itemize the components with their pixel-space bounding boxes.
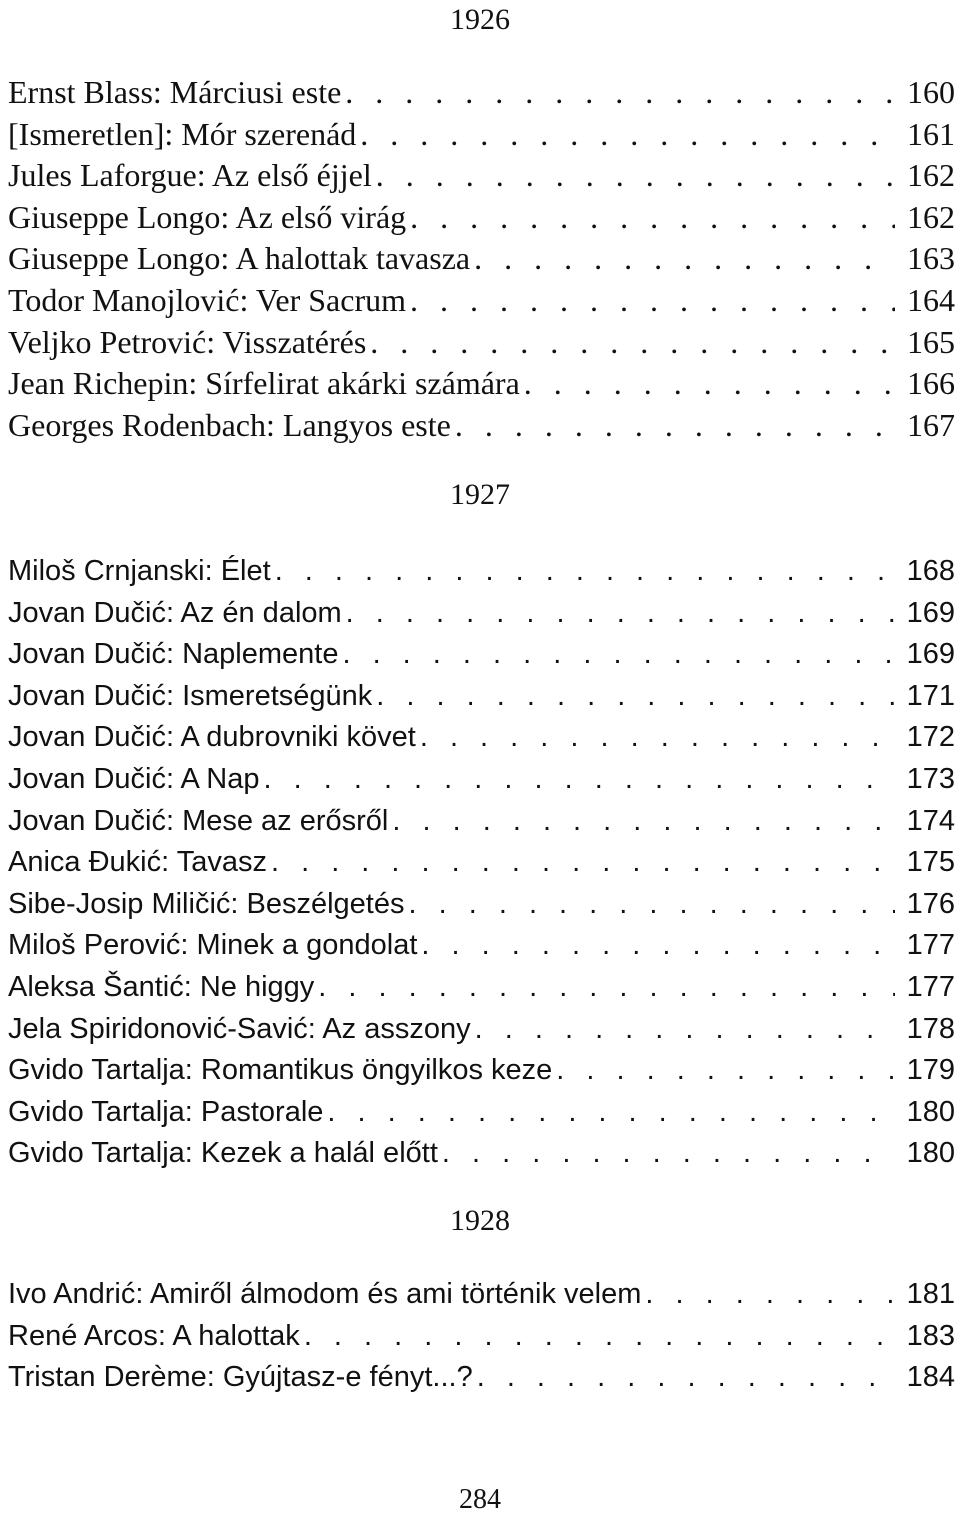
dot-leader [259, 759, 895, 801]
entry-title: Sibe-Josip Miličić: Beszélgetés [8, 887, 405, 920]
entry-page: 183 [906, 1319, 955, 1352]
dot-leader [417, 925, 895, 967]
dot-leader [338, 634, 895, 676]
dot-leader [438, 1133, 895, 1175]
entry-page: 164 [907, 281, 955, 318]
entry-title: [Ismeretlen]: Mór szerenád [8, 115, 357, 152]
entry-page: 178 [906, 1012, 955, 1045]
dot-leader [470, 238, 895, 280]
toc-entry [8, 197, 955, 239]
toc-entry [8, 238, 955, 280]
dot-leader [404, 884, 895, 926]
dot-leader [341, 72, 895, 114]
dot-leader [451, 405, 895, 447]
dot-leader [406, 280, 895, 322]
toc-entry [8, 1357, 955, 1399]
toc-entry [8, 759, 955, 801]
dot-leader [641, 1274, 895, 1316]
dot-leader [406, 197, 895, 239]
year-heading-1928: 1928 [450, 1204, 510, 1237]
section-1927 [8, 551, 955, 1175]
toc-entry [8, 1009, 955, 1051]
toc-entry [8, 884, 955, 926]
entry-title: Anica Đukić: Tavasz [8, 846, 267, 879]
entry-page: 168 [906, 555, 955, 587]
entry-page: 167 [907, 406, 955, 443]
toc-entry [8, 1092, 955, 1134]
toc-entry [8, 114, 955, 156]
entry-title: Giuseppe Longo: A halottak tavasza [8, 240, 471, 277]
entry-title: Miloš Perović: Minek a gondolat [8, 929, 418, 962]
toc-entry [8, 405, 955, 447]
entry-page: 160 [907, 74, 955, 110]
toc-entry [8, 1133, 955, 1175]
toc-entry [8, 634, 955, 676]
entry-page: 169 [906, 596, 955, 629]
toc-entry [8, 967, 955, 1009]
entry-title: Gvido Tartalja: Pastorale [8, 1095, 324, 1128]
year-heading-1927: 1927 [450, 478, 510, 511]
entry-page: 181 [906, 1278, 955, 1310]
entry-title: Gvido Tartalja: Kezek a halál előtt [8, 1137, 438, 1170]
toc-entry [8, 1316, 955, 1358]
dot-leader [323, 1092, 895, 1134]
entry-title: Jules Laforgue: Az első éjjel [8, 157, 372, 194]
entry-page: 179 [906, 1054, 955, 1087]
section-1928 [8, 1274, 955, 1399]
entry-page: 184 [906, 1361, 955, 1394]
entry-title: Miloš Crnjanski: Élet [8, 555, 271, 587]
entry-page: 180 [906, 1137, 955, 1170]
page-number: 284 [459, 1484, 501, 1515]
entry-title: Todor Manojlović: Ver Sacrum [8, 281, 406, 318]
dot-leader [471, 1009, 895, 1051]
dot-leader [552, 1050, 895, 1092]
dot-leader [473, 1357, 895, 1399]
entry-title: Ernst Blass: Márciusi este [8, 74, 342, 110]
entry-title: Jovan Dučić: A dubrovniki követ [8, 721, 416, 754]
entry-title: Jovan Dučić: Naplemente [8, 638, 339, 671]
toc-entry [8, 280, 955, 322]
toc-entry [8, 1274, 955, 1316]
toc-entry [8, 801, 955, 843]
entry-title: Tristan Derème: Gyújtasz-e fényt...? [8, 1361, 473, 1394]
dot-leader [416, 717, 895, 759]
dot-leader [372, 155, 895, 197]
entry-page: 162 [907, 198, 955, 235]
toc-entry [8, 676, 955, 718]
dot-leader [342, 593, 895, 635]
dot-leader [356, 114, 895, 156]
year-heading-1926: 1926 [450, 3, 510, 36]
toc-entry [8, 155, 955, 197]
toc-entry [8, 925, 955, 967]
entry-page: 161 [907, 115, 955, 152]
entry-page: 171 [906, 679, 955, 712]
entry-title: Veljko Petrović: Visszatérés [8, 323, 367, 360]
entry-page: 175 [906, 846, 955, 879]
entry-title: Gvido Tartalja: Romantikus öngyilkos keze [8, 1054, 553, 1087]
toc-entry [8, 717, 955, 759]
dot-leader [300, 1316, 895, 1358]
entry-page: 174 [906, 804, 955, 837]
entry-page: 177 [906, 970, 955, 1003]
toc-entry [8, 363, 955, 405]
dot-leader [372, 676, 895, 718]
entry-page: 162 [907, 157, 955, 194]
entry-page: 173 [906, 762, 955, 795]
entry-title: Giuseppe Longo: Az első virág [8, 198, 407, 235]
entry-page: 165 [907, 323, 955, 360]
toc-entry [8, 551, 955, 593]
dot-leader [520, 363, 895, 405]
entry-title: Jovan Dučić: Ismeretségünk [8, 679, 373, 712]
entry-page: 163 [907, 240, 955, 277]
entry-page: 166 [907, 365, 955, 402]
section-1926 [8, 72, 955, 446]
entry-title: Aleksa Šantić: Ne higgy [8, 970, 315, 1003]
entry-title: René Arcos: A halottak [8, 1319, 300, 1352]
entry-title: Jovan Dučić: Az én dalom [8, 596, 342, 629]
entry-page: 180 [906, 1095, 955, 1128]
entry-page: 177 [906, 929, 955, 962]
entry-title: Jean Richepin: Sírfelirat akárki számára [8, 365, 520, 402]
toc-entry [8, 1050, 955, 1092]
toc-entry [8, 322, 955, 364]
dot-leader [314, 967, 895, 1009]
entry-page: 172 [906, 721, 955, 754]
entry-title: Ivo Andrić: Amiről álmodom és ami történik velem [8, 1278, 642, 1310]
toc-entry [8, 593, 955, 635]
entry-title: Jela Spiridonović-Savić: Az asszony [8, 1012, 471, 1045]
entry-title: Georges Rodenbach: Langyos este [8, 406, 451, 443]
dot-leader [271, 551, 895, 593]
toc-entry [8, 842, 955, 884]
toc-entry [8, 72, 955, 114]
dot-leader [267, 842, 895, 884]
entry-page: 176 [906, 887, 955, 920]
entry-title: Jovan Dučić: Mese az erősről [8, 804, 389, 837]
entry-page: 169 [906, 638, 955, 671]
dot-leader [388, 801, 895, 843]
dot-leader [366, 322, 895, 364]
entry-title: Jovan Dučić: A Nap [8, 762, 260, 795]
